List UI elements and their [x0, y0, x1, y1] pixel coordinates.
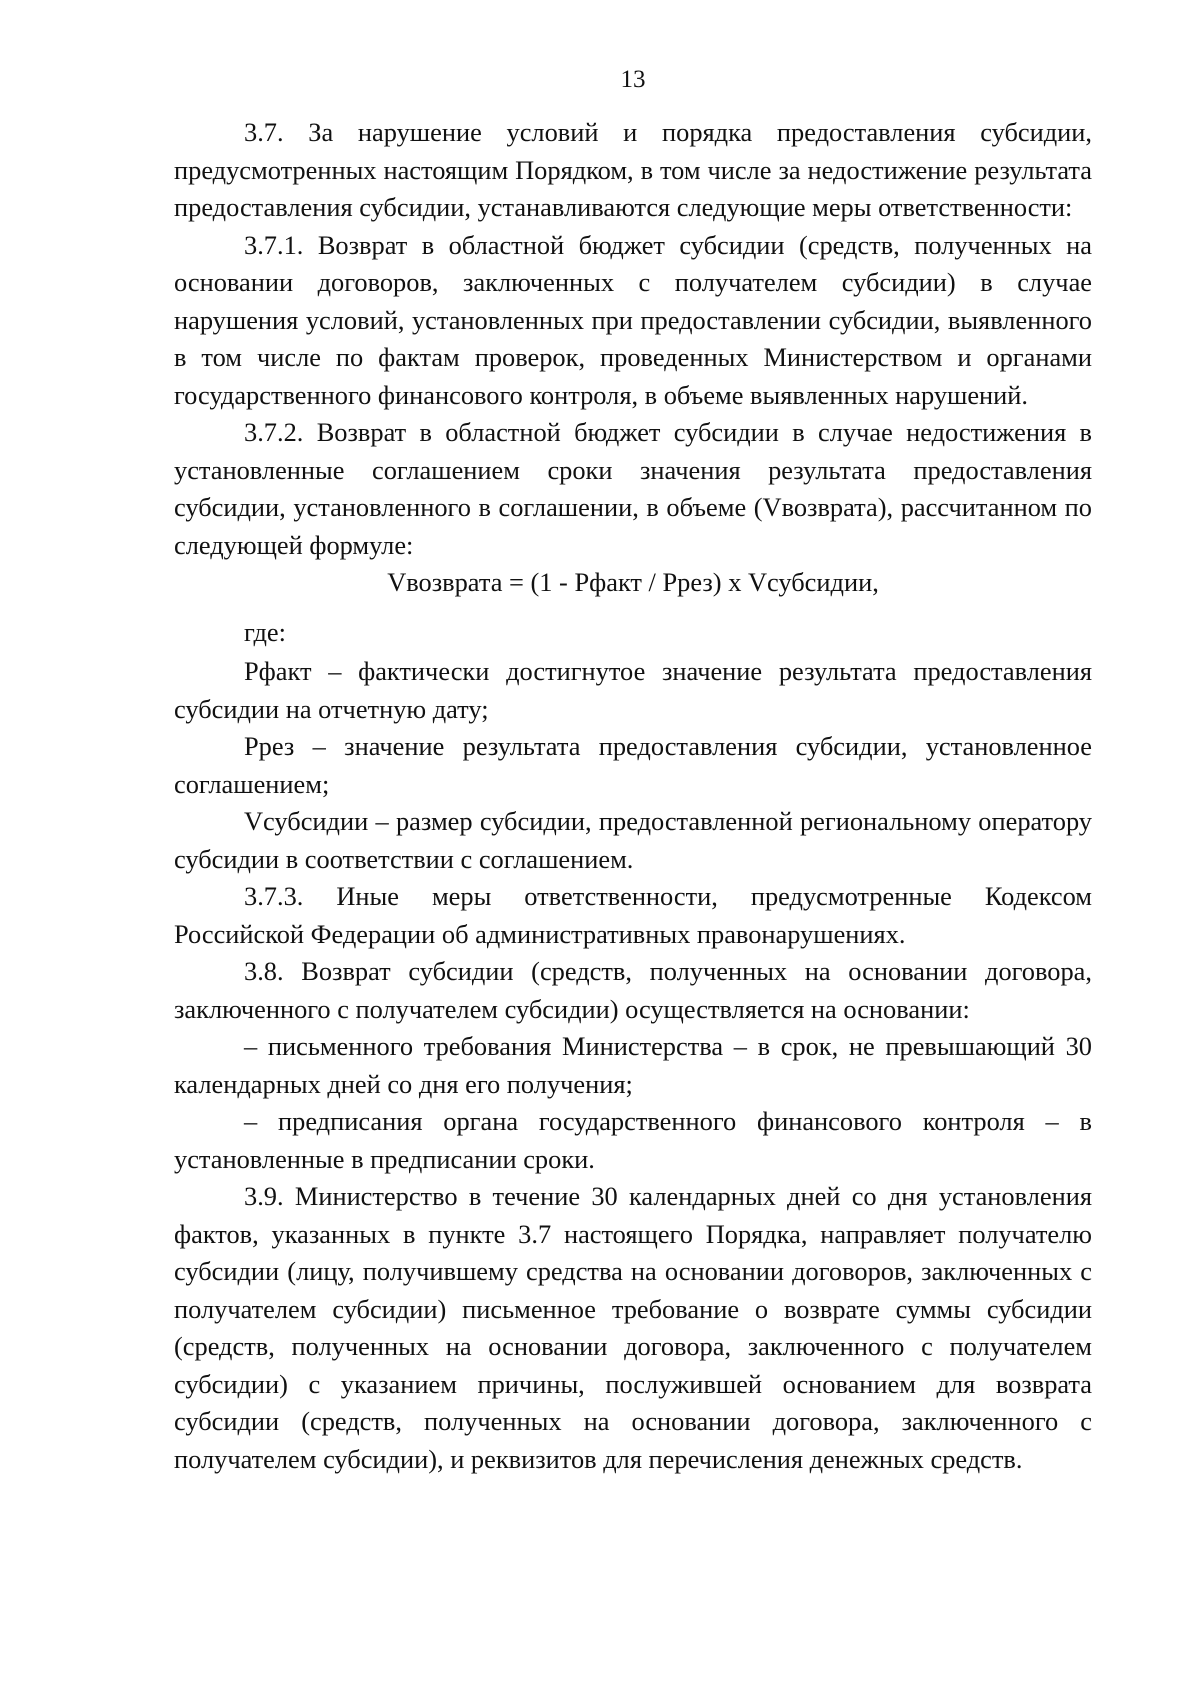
- paragraph-3-7: 3.7. За нарушение условий и порядка предоставления субсидии, предусмотренных настоящим Порядком, в том числе за недостижение результата предоставления субсидии, устанавливаются следующие меры ответственности:: [174, 117, 1092, 222]
- paragraph-3-7-2: 3.7.2. Возврат в областной бюджет субсидии в случае недостижения в установленные соглашением сроки значения результата предоставления субсидии, установленного в соглашении, в объеме (Vвозврата), рассчитанном по следующей формуле:: [174, 417, 1092, 560]
- document-page: [174, 62, 1092, 1478]
- paragraph-3-9: 3.9. Министерство в течение 30 календарных дней со дня установления фактов, указанных в пункте 3.7 настоящего Порядка, направляет получателю субсидии (лицу, получившему средства на основании договоров, заключенных с получателем субсидии) письменное требование о возврате суммы субсидии (средств, полученных на основании договора, заключенного с получателем субсидии) с указанием причины, послужившей основанием для возврата субсидии (средств, полученных на основании договора, заключенного с получателем субсидии), и реквизитов для перечисления денежных средств.: [174, 1181, 1092, 1474]
- paragraph-3-7-1: 3.7.1. Возврат в областной бюджет субсидии (средств, полученных на основании договоров, заключенных с получателем субсидии) в случае нарушения условий, установленных при предоставлении субсидии, выявленного в том числе по фактам проверок, проведенных Министерством и органами государственного финансового контроля, в объеме выявленных нарушений.: [174, 229, 1092, 410]
- list-item-written-demand: – письменного требования Министерства – в срок, не превышающий 30 календарных дней со дня его получения;: [174, 1031, 1092, 1099]
- definition-rrez: Ррез – значение результата предоставления субсидии, установленное соглашением;: [174, 731, 1092, 799]
- definition-vsubsidii: Vсубсидии – размер субсидии, предоставленной региональному оператору субсидии в соответствии с соглашением.: [174, 806, 1092, 874]
- where-label: где:: [244, 616, 286, 647]
- paragraph-3-8: 3.8. Возврат субсидии (средств, полученных на основании договора, заключенного с получателем субсидии) осуществляется на основании:: [174, 956, 1092, 1024]
- page-number: 13: [620, 66, 646, 93]
- list-item-prescription: – предписания органа государственного финансового контроля – в установленные в предписании сроки.: [174, 1106, 1092, 1174]
- paragraph-3-7-3: 3.7.3. Иные меры ответственности, предусмотренные Кодексом Российской Федерации об административных правонарушениях.: [174, 881, 1092, 949]
- definition-rfakt: Рфакт – фактически достигнутое значение результата предоставления субсидии на отчетную дату;: [174, 656, 1092, 724]
- formula: Vвозврата = (1 - Рфакт / Ррез) х Vсубсидии,: [387, 567, 879, 597]
